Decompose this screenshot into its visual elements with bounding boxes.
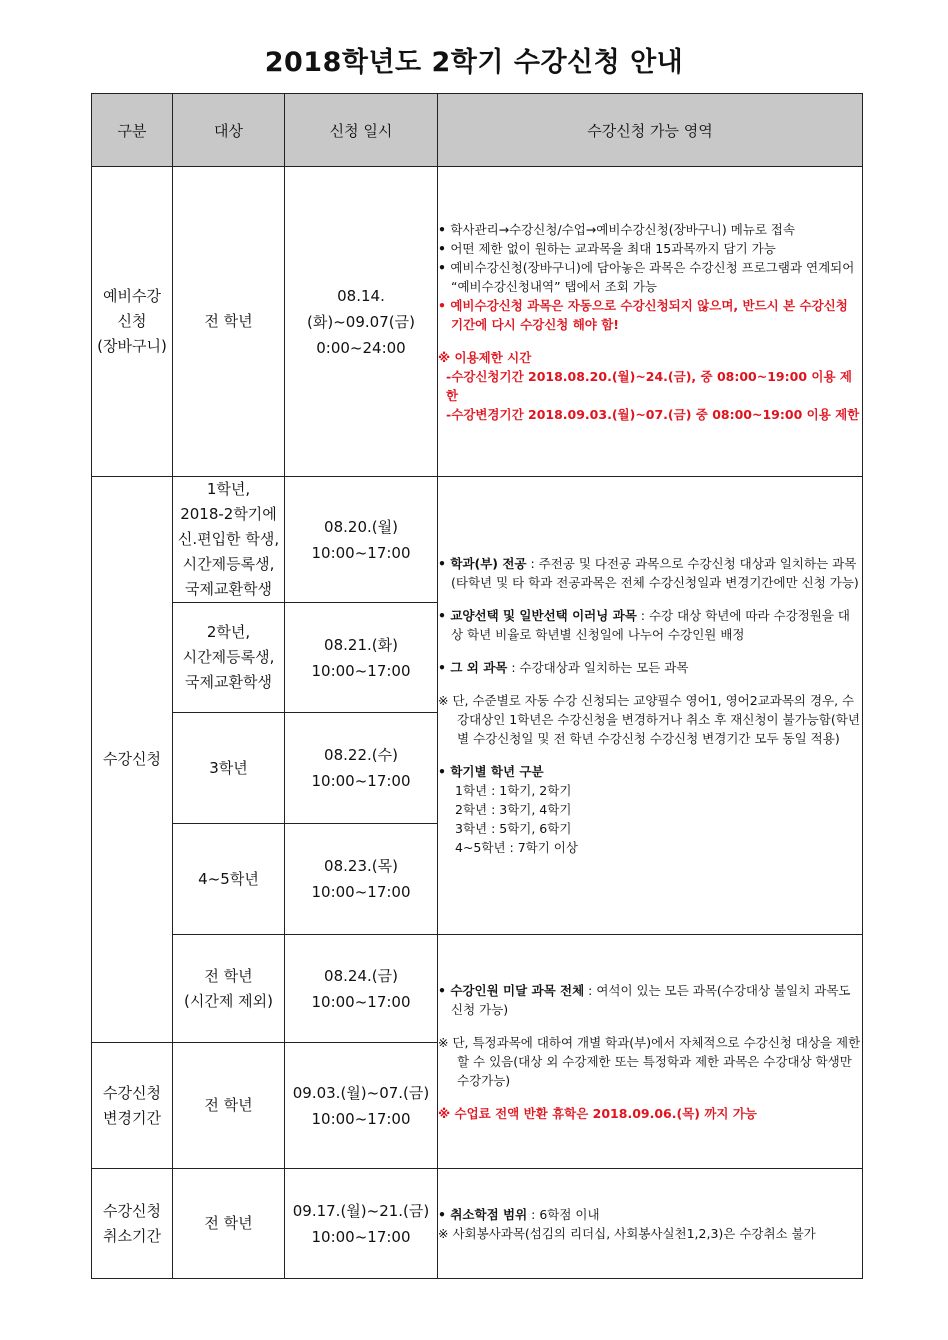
pre-target: 전 학년 [173,167,285,477]
pre-description [438,167,863,477]
header-target: 대상 [173,94,285,167]
cancel-datetime: 09.17.(월)~21.(금) 10:00~17:00 [285,1169,438,1279]
cancel-description [438,1169,863,1279]
change-category: 수강신청 변경기간 [92,1043,173,1169]
registration-table [91,93,863,1279]
reg-datetime-3: 08.22.(수) 10:00~17:00 [285,713,438,824]
warning-text: • 예비수강신청 과목은 자동으로 수강신청되지 않으며, 반드시 본 수강신청 기간에 다시 수강신청 해야 함! [438,296,862,334]
cancel-category: 수강신청 취소기간 [92,1169,173,1279]
reg-target-1: 1학년, 2018-2학기에 신.편입한 학생, 시간제등록생, 국제교환학생 [173,477,285,603]
note-text: ※ 단, 수준별로 자동 수강 신청되는 교양필수 영어1, 영어2교과목의 경우, 수강대상인 1학년은 수강신청을 변경하거나 취소 후 재신청이 불가능함(학년별 수강신청일 및 전 학년 수강신청 수강신청 변경기간 모두 동일 적용) [438,693,860,746]
table-row-cancel [92,1169,863,1279]
all-description [438,935,863,1169]
limit-period-2: -수강변경기간 2018.09.03.(월)~07.(금) 중 08:00~19:00 이용 제한 [446,406,860,422]
all-target: 전 학년 (시간제 제외) [173,935,285,1043]
reg-datetime-2: 08.21.(화) 10:00~17:00 [285,603,438,713]
header-category: 구분 [92,94,173,167]
reg-datetime-1: 08.20.(월) 10:00~17:00 [285,477,438,603]
refund-notice: ※ 수업료 전액 반환 휴학은 2018.09.06.(목) 까지 가능 [438,1105,757,1121]
list-item: • 그 외 과목 : 수강대상과 일치하는 모든 과목 [438,658,862,677]
pre-category: 예비수강 신청 (장바구니) [92,167,173,477]
reg-target-3: 3학년 [173,713,285,824]
pre-datetime: 08.14.(화)~09.07(금) 0:00~24:00 [285,167,438,477]
note-text: ※ 단, 특정과목에 대하여 개별 학과(부)에서 자체적으로 수강신청 대상을 제한할 수 있음(대상 외 수강제한 또는 특정학과 제한 과목은 수강대상 학생만 수강가능) [438,1034,861,1088]
reg-target-4: 4~5학년 [173,824,285,935]
reg-target-2: 2학년, 시간제등록생, 국제교환학생 [173,603,285,713]
list-item: • 학기별 학년 구분 [438,762,862,781]
list-item: • 어떤 제한 없이 원하는 교과목을 최대 15과목까지 담기 가능 [438,239,862,258]
list-item: • 학과(부) 전공 : 주전공 및 다전공 과목으로 수강신청 대상과 일치하는 과목(타학년 및 타 학과 전공과목은 전체 수강신청일과 변경기간에만 신청 가능) [438,554,862,592]
header-row [92,94,863,167]
header-datetime: 신청 일시 [285,94,438,167]
reg-category: 수강신청 [92,477,173,1043]
header-scope: 수강신청 가능 영역 [438,94,863,167]
list-item: • 취소학점 범위 : 6학점 이내 [438,1205,862,1224]
list-item: • 교양선택 및 일반선택 이러닝 과목 : 수강 대상 학년에 따라 수강정원을 대상 학년 비율로 학년별 신청일에 나누어 수강인원 배정 [438,606,862,644]
table-row-pre [92,167,863,477]
limit-title: ※ 이용제한 시간 [438,349,532,365]
all-datetime: 08.24.(금) 10:00~17:00 [285,935,438,1043]
reg-datetime-4: 08.23.(목) 10:00~17:00 [285,824,438,935]
table-row-reg-1 [92,477,863,603]
table-row-all [92,935,863,1043]
list-item: • 학사관리→수강신청/수업→예비수강신청(장바구니) 메뉴로 접속 [438,220,862,239]
cancel-target: 전 학년 [173,1169,285,1279]
page-title: 2018학년도 2학기 수강신청 안내 [264,47,684,78]
change-datetime: 09.03.(월)~07.(금) 10:00~17:00 [285,1043,438,1169]
change-target: 전 학년 [173,1043,285,1169]
list-item: • 예비수강신청(장바구니)에 담아놓은 과목은 수강신청 프로그램과 연계되어 “예비수강신청내역” 탭에서 조회 가능 [438,258,862,296]
list-item: • 수강인원 미달 과목 전체 : 여석이 있는 모든 과목(수강대상 불일치 과목도 신청 가능) [438,981,862,1019]
reg-description: • 학과(부) 전공 : 주전공 및 다전공 과목으로 수강신청 대상과 일치하는 과목(타학년 및 타 학과 전공과목은 전체 수강신청일과 변경기간에만 신청 가능) • 교양선택 및 일반선택 이러닝 과목 : 수강 대상 학년에 따라 수강정원을 대상 학년 비율로 학년별 신청일에 나누어 수강인원 배정 • 그 외 과목 : 수강대상과 일치하는 모든 과목 ※ 단, 수준별로 자동 수강 신청되는 교양필수 영어1, 영어2교과목의 경우, 수강대상인 1학년은 수강신청을 변경하거나 취소 후 재신청이 불가능함(학년별 수강신청일 및 전 학년 수강신청 수강신청 변경기간 모두 동일 적용) • 학기별 학년 구분 1학년 : 1학기, 2학기 2학년 : 3학기, 4학기 3학년 : 5학기, 6학기 4~5학년 : 7학기 이상 [438,477,863,935]
note-text: ※ 사회봉사과목(섬김의 리더십, 사회봉사실천1,2,3)은 수강취소 불가 [438,1225,816,1241]
limit-period-1: -수강신청기간 2018.08.20.(월)~24.(금), 중 08:00~19:00 이용 제한 [446,368,852,403]
